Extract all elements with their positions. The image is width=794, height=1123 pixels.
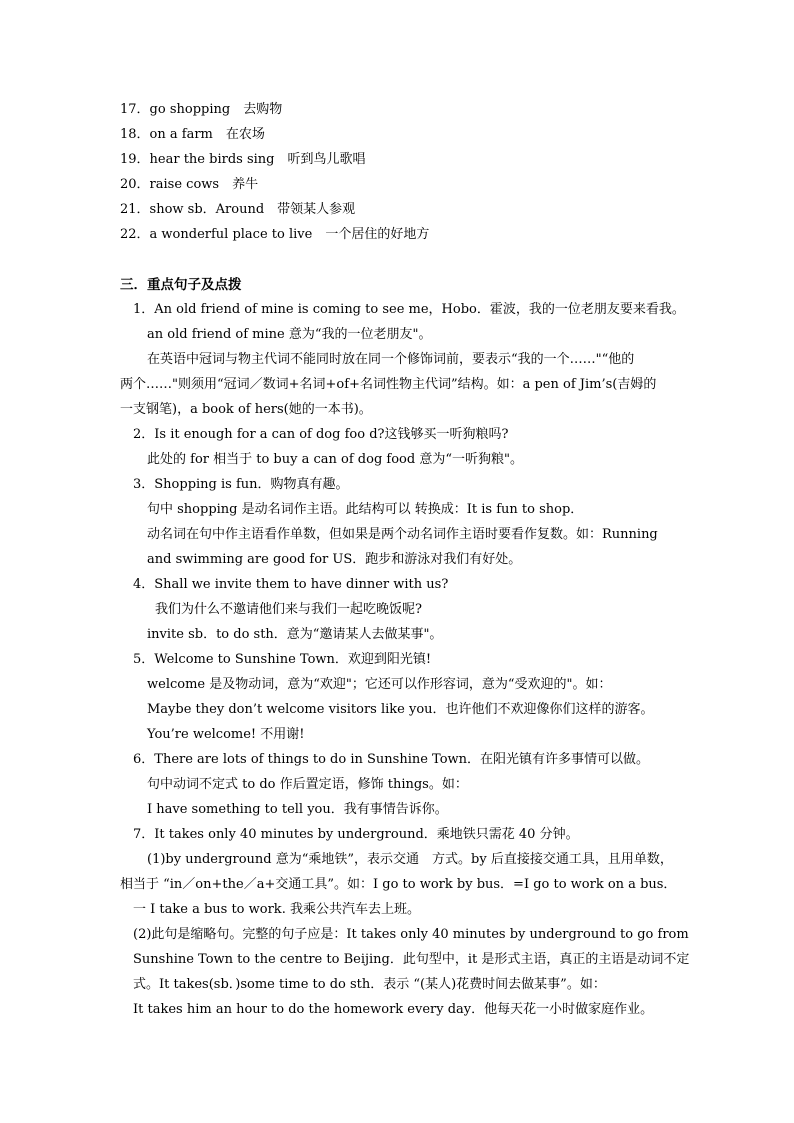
explanation-line: Sunshine Town to the centre to Beijing．此句型中，it 是形式主语，真正的主语是动词不定	[133, 952, 690, 967]
explanation-line: invite sb．to do sth．意为“邀请某人去做某事"。	[147, 627, 443, 642]
sentence-item: 3．Shopping is fun．购物真有趣。	[133, 477, 349, 492]
section-heading: 三．重点句子及点拨	[120, 277, 242, 293]
explanation-line: and swimming are good for US．跑步和游泳对我们有好处。	[147, 552, 522, 567]
sentence-item: 5．Welcome to Sunshine Town．欢迎到阳光镇!	[133, 652, 432, 667]
explanation-line: 式。It takes(sb．)some time to do sth．表示 “(某人)花费时间去做某事”。如：	[133, 977, 606, 992]
vocab-item: 21．show sb．Around 带领某人参观	[120, 202, 356, 217]
sentence-item: 2．Is it enough for a can of dog foo d?这钱够买一听狗粮吗?	[133, 427, 509, 442]
explanation-line: 相当于 “in／on+the／a+交通工具”。如：I go to work by bus．=I go to work on a bus．	[120, 877, 677, 892]
explanation-line: 一支钢笔)，a book of hers(她的一本书)。	[120, 402, 372, 417]
explanation-line: (2)此句是缩略句。完整的句子应是：It takes only 40 minutes by underground to go from	[133, 927, 689, 942]
explanation-line: 我们为什么不邀请他们来与我们一起吃晚饭呢?	[155, 602, 422, 617]
vocab-item: 19．hear the birds sing 听到鸟儿歌唱	[120, 152, 366, 167]
explanation-line: 句中动词不定式 to do 作后置定语，修饰 things。如：	[147, 777, 468, 792]
explanation-line: You’re welcome! 不用谢!	[147, 727, 305, 742]
explanation-line: 一 I take a bus to work. 我乘公共汽车去上班。	[133, 902, 420, 917]
vocab-item: 20．raise cows 养牛	[120, 177, 259, 192]
vocab-item: 18．on a farm 在农场	[120, 127, 265, 142]
sentence-item: 7．It takes only 40 minutes by underground．乘地铁只需花 40 分钟。	[133, 827, 579, 842]
explanation-line: 句中 shopping 是动名词作主语。此结构可以 转换成：It is fun to shop．	[147, 502, 584, 517]
explanation-line: 两个……"则须用“冠词／数词+名词+of+名词性物主代词”结构。如：a pen of Jim’s(吉姆的	[120, 377, 657, 392]
explanation-line: an old friend of mine 意为“我的一位老朋友"。	[147, 327, 432, 342]
explanation-line: 此处的 for 相当于 to buy a can of dog food 意为“一听狗粮"。	[147, 452, 523, 467]
sentence-item: 4．Shall we invite them to have dinner with us?	[133, 577, 449, 592]
vocab-item: 17．go shopping 去购物	[120, 102, 283, 117]
explanation-line: 在英语中冠词与物主代词不能同时放在同一个修饰词前，要表示“我的一个……"“他的	[147, 352, 635, 367]
explanation-line: 动名词在句中作主语看作单数，但如果是两个动名词作主语时要看作复数。如：Running	[147, 527, 658, 542]
vocab-item: 22．a wonderful place to live 一个居住的好地方	[120, 227, 430, 242]
explanation-line: I have something to tell you．我有事情告诉你。	[147, 802, 448, 817]
explanation-line: welcome 是及物动词，意为“欢迎"；它还可以作形容词，意为“受欢迎的"。如：	[147, 677, 612, 692]
explanation-line: It takes him an hour to do the homework every day．他每天花一小时做家庭作业。	[133, 1002, 654, 1017]
explanation-line: (1)by underground 意为“乘地铁”，表示交通 方式。by 后直接接交通工具，且用单数，	[147, 852, 673, 867]
sentence-item: 6．There are lots of things to do in Sunshine Town．在阳光镇有许多事情可以做。	[133, 752, 650, 767]
explanation-line: Maybe they don’t welcome visitors like you．也许他们不欢迎像你们这样的游客。	[147, 702, 654, 717]
sentence-item: 1．An old friend of mine is coming to see me，Hobo．霍波，我的一位老朋友要来看我。	[133, 302, 685, 317]
